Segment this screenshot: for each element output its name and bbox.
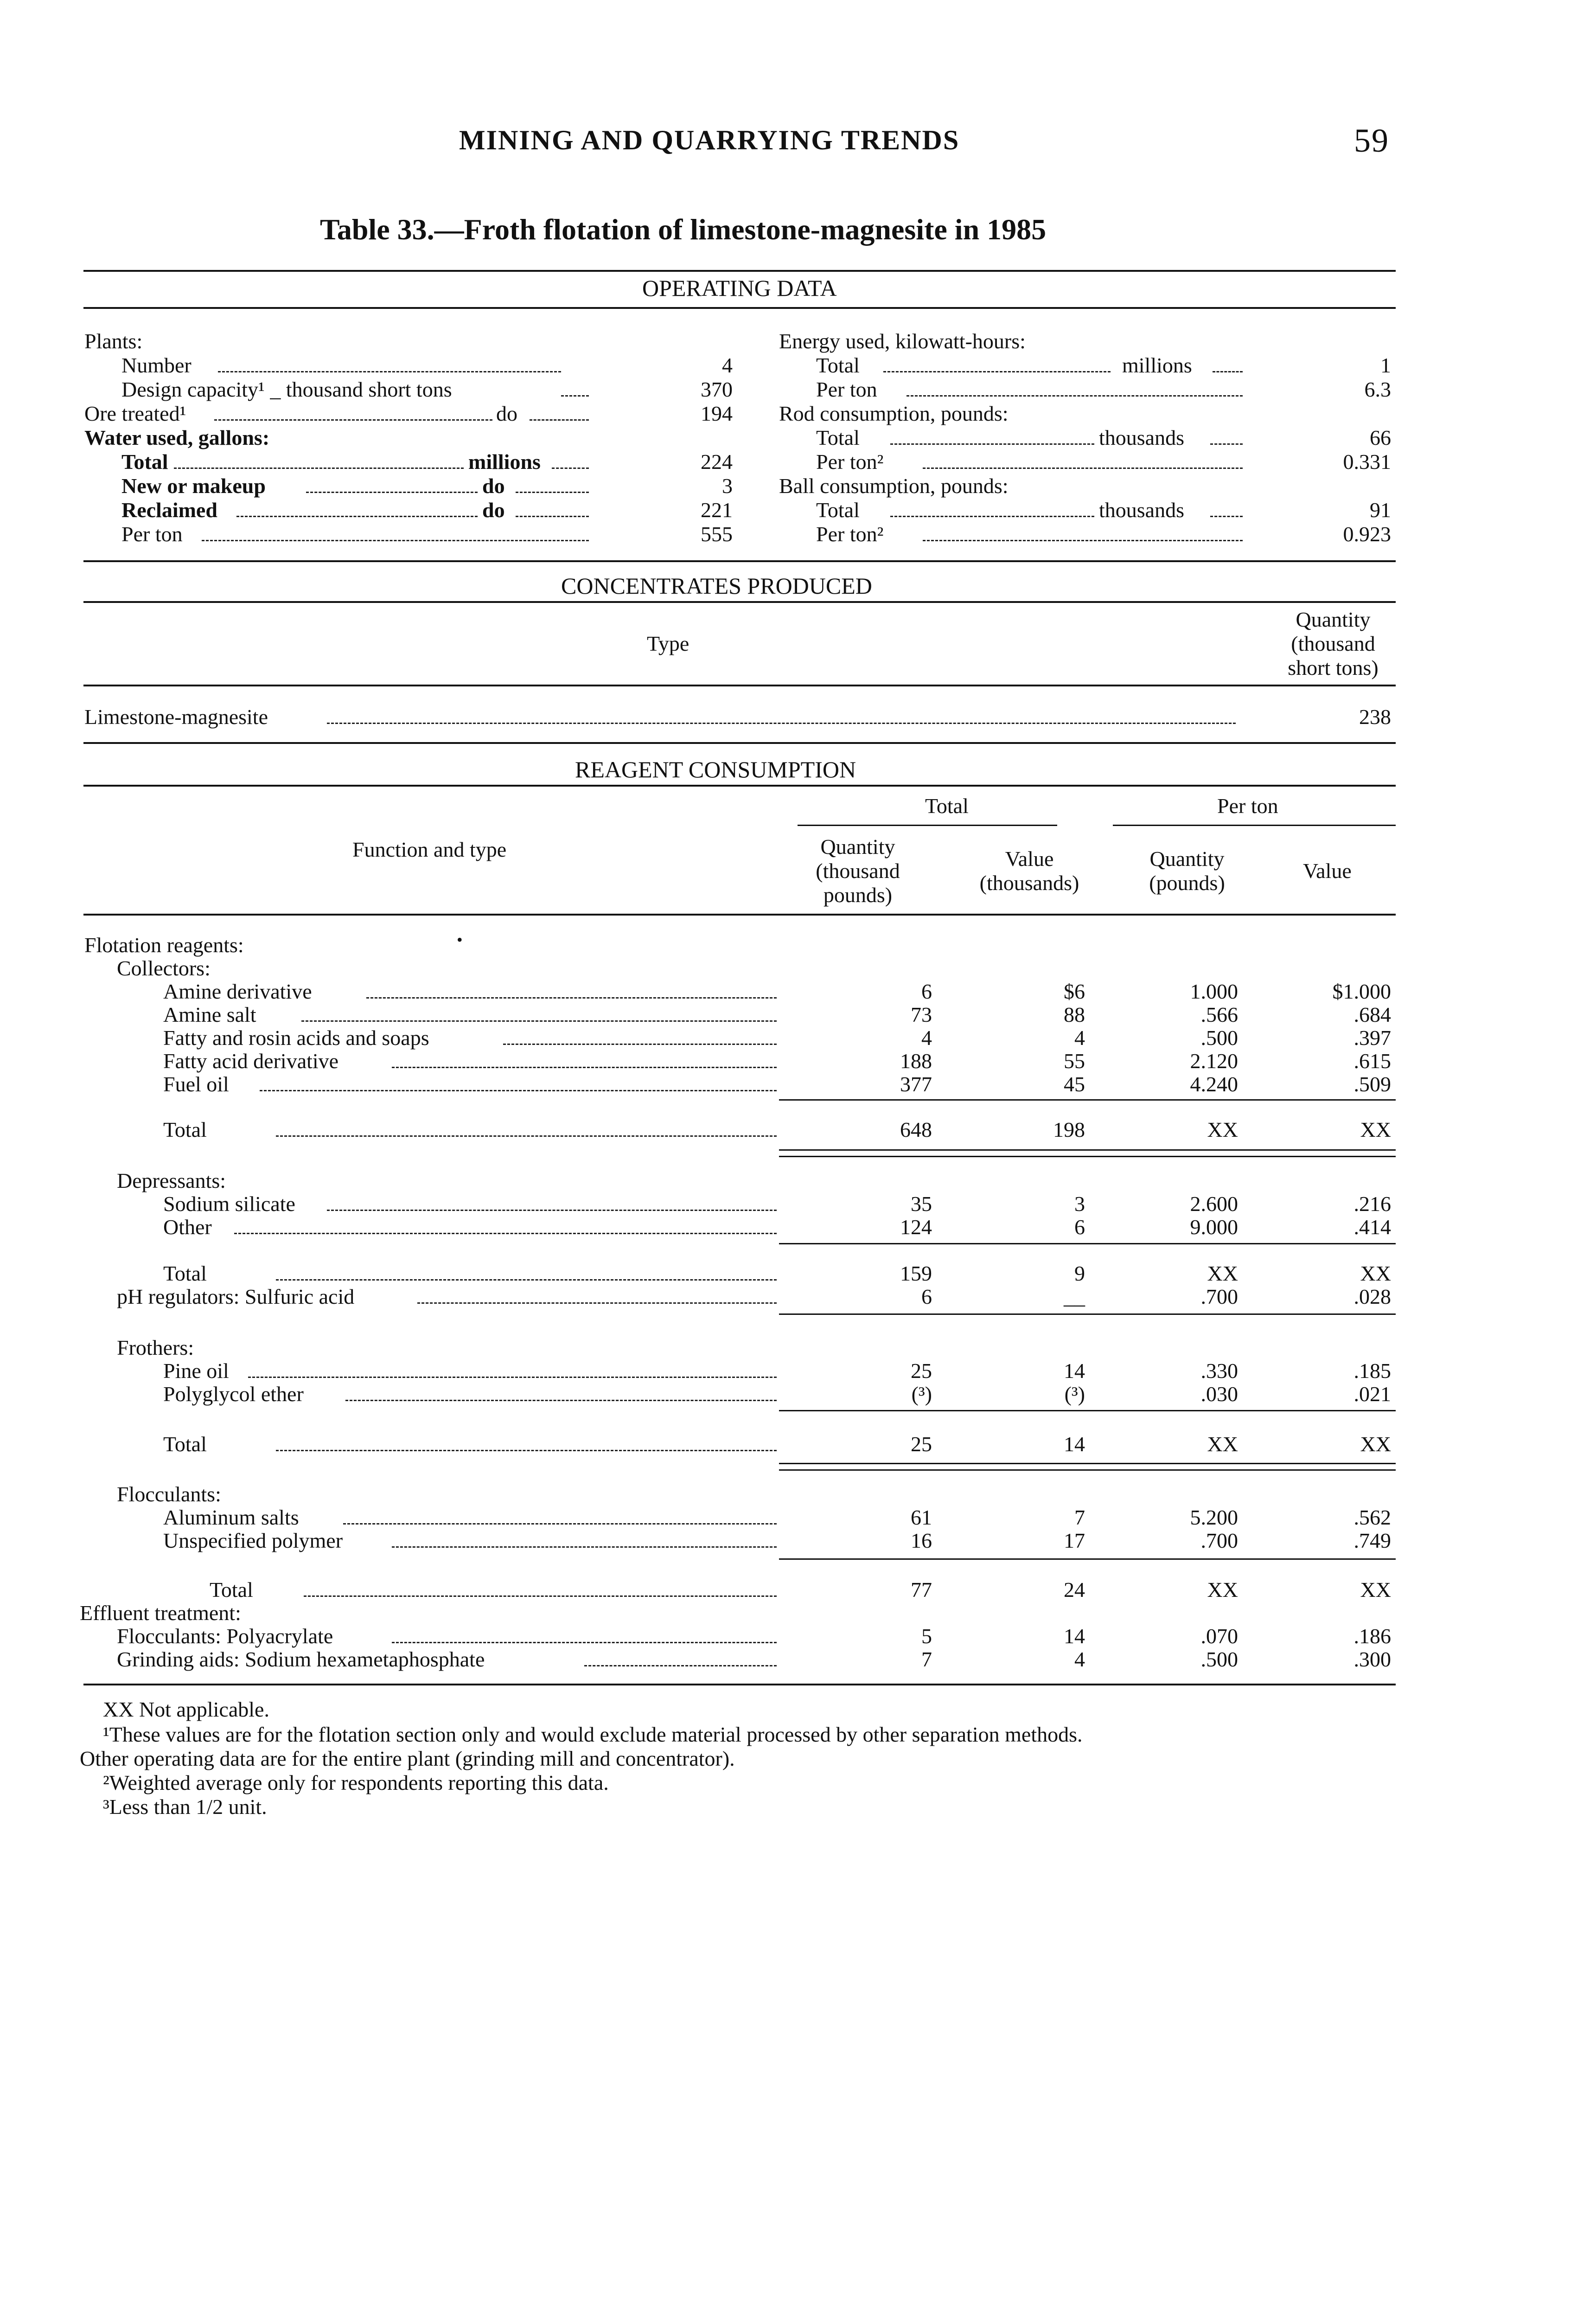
cell-qty: 6 <box>921 1285 932 1308</box>
leader <box>276 1450 777 1451</box>
op-unit: thousands <box>1099 498 1184 522</box>
cell-value: 45 <box>1064 1072 1085 1096</box>
op-unit: millions <box>468 450 541 474</box>
leader <box>417 1302 777 1304</box>
cell-per-value: .185 <box>1353 1359 1391 1383</box>
op-value: 91 <box>1370 498 1391 522</box>
col-total-qty-line: Quantity <box>820 835 895 858</box>
op-unit: do <box>496 402 517 425</box>
op-value: 221 <box>701 498 733 522</box>
op-value: 224 <box>701 450 733 474</box>
op-value: 4 <box>722 353 733 377</box>
cell-value: 9 <box>1074 1262 1085 1285</box>
cell-value: 198 <box>1053 1118 1085 1141</box>
reagent-row-label: Grinding aids: Sodium hexametaphosphate <box>117 1647 485 1671</box>
op-label: Ore treated¹ <box>84 402 186 425</box>
cell-per-qty: .030 <box>1200 1382 1238 1406</box>
leader <box>503 1044 777 1045</box>
leader <box>301 1020 777 1022</box>
op-label: Plants: <box>84 329 143 353</box>
cell-value: 14 <box>1064 1624 1085 1648</box>
col-qty-line: short tons) <box>1288 656 1379 679</box>
op-label: Total <box>816 498 860 522</box>
op-label: Total <box>121 450 168 474</box>
reagent-row-label: Flotation reagents: <box>84 933 244 957</box>
leader <box>327 1210 777 1211</box>
rule <box>83 560 1396 562</box>
table-title: Table 33.—Froth flotation of limestone-magnesite in 1985 <box>320 213 1047 246</box>
cell-qty: 124 <box>900 1215 932 1239</box>
cell-per-value: XX <box>1360 1118 1391 1141</box>
leader <box>392 1067 777 1068</box>
cell-per-value: XX <box>1360 1262 1391 1285</box>
cell-per-qty: .700 <box>1200 1285 1238 1308</box>
leader <box>234 1233 777 1234</box>
leader <box>1210 443 1243 445</box>
op-label: Number <box>121 353 192 377</box>
col-per-value: Value <box>1303 859 1352 883</box>
cell-value: $6 <box>1064 980 1085 1003</box>
cell-qty: 25 <box>911 1432 932 1456</box>
cell-qty: (³) <box>911 1382 932 1406</box>
cell-qty: 73 <box>911 1003 932 1026</box>
running-head: MINING AND QUARRYING TRENDS <box>459 125 960 155</box>
cell-per-qty: 9.000 <box>1190 1215 1238 1239</box>
cell-qty: 159 <box>900 1262 932 1285</box>
reagent-row-label: Fatty and rosin acids and soaps <box>163 1026 429 1050</box>
op-label: Energy used, kilowatt-hours: <box>779 329 1026 353</box>
cell-qty: 25 <box>911 1359 932 1383</box>
rule <box>83 307 1396 309</box>
concentrates-heading: CONCENTRATES PRODUCED <box>561 573 872 599</box>
leader <box>516 516 589 517</box>
cell-value: 14 <box>1064 1359 1085 1383</box>
cell-per-qty: .566 <box>1200 1003 1238 1026</box>
cell-per-qty: XX <box>1207 1578 1238 1602</box>
reagent-row-label: Other <box>163 1215 212 1239</box>
leader <box>276 1135 777 1137</box>
cell-per-qty: XX <box>1207 1262 1238 1285</box>
leader <box>276 1279 777 1281</box>
leader <box>584 1665 777 1666</box>
group-total: Total <box>925 794 969 818</box>
op-value: 66 <box>1370 426 1391 449</box>
page-number: 59 <box>1354 122 1389 159</box>
col-qty-header <box>1270 608 1396 680</box>
cell-value: 88 <box>1064 1003 1085 1026</box>
leader <box>907 395 1243 397</box>
rule <box>779 1156 1396 1157</box>
op-unit: millions <box>1122 353 1192 377</box>
cell-qty: 4 <box>921 1026 932 1050</box>
footnote: XX Not applicable. <box>103 1698 269 1721</box>
leader <box>202 540 589 541</box>
leader <box>392 1642 777 1643</box>
rule <box>83 914 1396 916</box>
op-label: Ball consumption, pounds: <box>779 474 1009 498</box>
leader <box>1213 371 1243 372</box>
leader <box>516 492 589 493</box>
leader <box>552 468 589 469</box>
rule <box>83 270 1396 272</box>
cell-per-qty: .700 <box>1200 1529 1238 1552</box>
cell-per-value: .615 <box>1353 1049 1391 1073</box>
bullet-dot: • <box>457 930 463 949</box>
leader <box>304 1595 777 1597</box>
rule <box>83 742 1396 744</box>
cell-per-value: .684 <box>1353 1003 1391 1026</box>
cell-per-value: .749 <box>1353 1529 1391 1552</box>
cell-qty: 35 <box>911 1192 932 1216</box>
leader <box>345 1400 777 1401</box>
leader <box>343 1523 777 1525</box>
leader <box>214 419 492 421</box>
reagent-row-label: Depressants: <box>117 1169 226 1192</box>
cell-value: __ <box>1064 1285 1085 1308</box>
reagent-row-label: Total <box>163 1262 207 1285</box>
cell-per-value: XX <box>1360 1432 1391 1456</box>
reagent-row-label: pH regulators: Sulfuric acid <box>117 1285 355 1308</box>
op-label: Total <box>816 426 860 449</box>
cell-per-qty: .500 <box>1200 1026 1238 1050</box>
cell-per-value: .186 <box>1353 1624 1391 1648</box>
col-qty-line: Quantity <box>1296 608 1371 631</box>
rule <box>83 785 1396 787</box>
col-total-value-line: (thousands) <box>979 871 1079 895</box>
col-total-value-line: Value <box>1005 847 1054 871</box>
cell-qty: 377 <box>900 1072 932 1096</box>
rule <box>83 601 1396 603</box>
rule <box>779 1469 1396 1471</box>
footnote: Other operating data are for the entire plant (grinding mill and concentrator). <box>80 1747 735 1770</box>
leader <box>236 516 478 517</box>
reagent-row-label: Total <box>210 1578 253 1602</box>
op-label: Reclaimed <box>121 498 217 522</box>
cell-per-qty: 1.000 <box>1190 980 1238 1003</box>
op-value: 0.923 <box>1343 522 1391 546</box>
leader <box>366 997 777 999</box>
cell-per-qty: 2.600 <box>1190 1192 1238 1216</box>
cell-per-value: .021 <box>1353 1382 1391 1406</box>
group-per-ton: Per ton <box>1217 794 1278 818</box>
leader <box>561 395 589 397</box>
concentrate-row-label: Limestone-magnesite <box>84 705 268 729</box>
col-type: Type <box>647 632 689 655</box>
rule <box>779 1149 1396 1151</box>
op-label: Per ton² <box>816 450 884 474</box>
op-label: Rod consumption, pounds: <box>779 402 1009 425</box>
cell-per-qty: 2.120 <box>1190 1049 1238 1073</box>
cell-value: 14 <box>1064 1432 1085 1456</box>
leader <box>392 1546 777 1548</box>
rule <box>798 825 1057 826</box>
cell-qty: 7 <box>921 1647 932 1671</box>
reagent-row-label: Frothers: <box>117 1336 194 1359</box>
col-function: Function and type <box>352 838 507 861</box>
cell-per-value: XX <box>1360 1578 1391 1602</box>
op-unit: do <box>482 498 505 522</box>
rule <box>83 685 1396 686</box>
cell-per-value: .216 <box>1353 1192 1391 1216</box>
cell-per-qty: XX <box>1207 1432 1238 1456</box>
leader <box>923 540 1243 541</box>
leader <box>327 723 1236 724</box>
op-value: 194 <box>701 402 733 425</box>
cell-qty: 188 <box>900 1049 932 1073</box>
reagent-row-label: Amine salt <box>163 1003 256 1026</box>
rule <box>779 1463 1396 1464</box>
col-per-qty-line: (pounds) <box>1149 871 1225 895</box>
leader <box>1210 516 1243 517</box>
cell-value: 6 <box>1074 1215 1085 1239</box>
col-per-qty-line: Quantity <box>1149 847 1225 871</box>
cell-per-value: .562 <box>1353 1505 1391 1529</box>
cell-per-value: $1.000 <box>1332 980 1391 1003</box>
cell-qty: 648 <box>900 1118 932 1141</box>
rule <box>779 1243 1396 1244</box>
op-label: Per ton² <box>816 522 884 546</box>
col-per-qty <box>1117 847 1257 895</box>
col-qty-line: (thousand <box>1291 632 1375 655</box>
op-label: Design capacity¹ _ thousand short tons <box>121 378 452 401</box>
op-label: Per ton <box>121 522 183 546</box>
cell-per-qty: 4.240 <box>1190 1072 1238 1096</box>
cell-per-qty: 5.200 <box>1190 1505 1238 1529</box>
concentrate-row-value: 238 <box>1359 705 1391 729</box>
cell-per-qty: .500 <box>1200 1647 1238 1671</box>
cell-value: 17 <box>1064 1529 1085 1552</box>
leader <box>890 443 1094 445</box>
reagent-row-label: Unspecified polymer <box>163 1529 343 1552</box>
cell-qty: 5 <box>921 1624 932 1648</box>
col-total-qty-line: pounds) <box>823 883 893 907</box>
op-unit: do <box>482 474 505 498</box>
op-value: 0.331 <box>1343 450 1391 474</box>
reagent-row-label: Total <box>163 1118 207 1141</box>
cell-per-value: .397 <box>1353 1026 1391 1050</box>
op-value: 6.3 <box>1364 378 1391 401</box>
cell-value: 7 <box>1074 1505 1085 1529</box>
footnote: ³Less than 1/2 unit. <box>103 1795 267 1819</box>
cell-qty: 6 <box>921 980 932 1003</box>
rule <box>83 1684 1396 1685</box>
cell-per-value: .028 <box>1353 1285 1391 1308</box>
reagent-row-label: Pine oil <box>163 1359 229 1383</box>
op-value: 555 <box>701 522 733 546</box>
cell-qty: 61 <box>911 1505 932 1529</box>
rule <box>779 1558 1396 1560</box>
col-total-value <box>960 847 1099 895</box>
operating-heading: OPERATING DATA <box>642 275 837 301</box>
footnote: ²Weighted average only for respondents reporting this data. <box>103 1771 609 1794</box>
rule <box>779 1313 1396 1315</box>
leader <box>174 468 464 469</box>
op-value: 1 <box>1380 353 1391 377</box>
op-label: Water used, gallons: <box>84 426 270 449</box>
cell-value: 55 <box>1064 1049 1085 1073</box>
op-value: 3 <box>722 474 733 498</box>
reagent-row-label: Amine derivative <box>163 980 312 1003</box>
leader <box>260 1090 777 1091</box>
op-unit: thousands <box>1099 426 1184 449</box>
op-label: Per ton <box>816 378 877 401</box>
reagent-row-label: Total <box>163 1432 207 1456</box>
cell-value: 4 <box>1074 1026 1085 1050</box>
leader <box>218 371 561 372</box>
rule <box>1113 825 1396 826</box>
cell-value: 24 <box>1064 1578 1085 1602</box>
reagent-row-label: Sodium silicate <box>163 1192 295 1216</box>
rule <box>779 1410 1396 1411</box>
cell-per-value: .414 <box>1353 1215 1391 1239</box>
leader <box>306 492 478 493</box>
col-total-qty <box>798 835 918 907</box>
cell-per-qty: .070 <box>1200 1624 1238 1648</box>
reagent-row-label: Polyglycol ether <box>163 1382 304 1406</box>
op-label: New or makeup <box>121 474 266 498</box>
reagent-heading: REAGENT CONSUMPTION <box>575 756 856 782</box>
leader <box>248 1377 777 1378</box>
cell-per-qty: .330 <box>1200 1359 1238 1383</box>
op-label: Total <box>816 353 860 377</box>
cell-per-qty: XX <box>1207 1118 1238 1141</box>
reagent-row-label: Fatty acid derivative <box>163 1049 339 1073</box>
reagent-row-label: Aluminum salts <box>163 1505 299 1529</box>
cell-per-value: .509 <box>1353 1072 1391 1096</box>
reagent-row-label: Fuel oil <box>163 1072 229 1096</box>
reagent-row-label: Effluent treatment: <box>80 1601 241 1625</box>
leader <box>883 371 1111 372</box>
cell-value: (³) <box>1064 1382 1085 1406</box>
cell-value: 3 <box>1074 1192 1085 1216</box>
cell-qty: 16 <box>911 1529 932 1552</box>
footnote: ¹These values are for the flotation section only and would exclude material processed by other separation methods. <box>103 1723 1083 1746</box>
op-value: 370 <box>701 378 733 401</box>
leader <box>530 419 589 421</box>
cell-value: 4 <box>1074 1647 1085 1671</box>
col-total-qty-line: (thousand <box>816 859 900 883</box>
reagent-row-label: Flocculants: Polyacrylate <box>117 1624 333 1648</box>
rule <box>779 1099 1396 1101</box>
leader <box>923 468 1243 469</box>
leader <box>890 516 1094 517</box>
reagent-row-label: Flocculants: <box>117 1482 221 1506</box>
cell-per-value: .300 <box>1353 1647 1391 1671</box>
cell-qty: 77 <box>911 1578 932 1602</box>
reagent-row-label: Collectors: <box>117 956 211 980</box>
